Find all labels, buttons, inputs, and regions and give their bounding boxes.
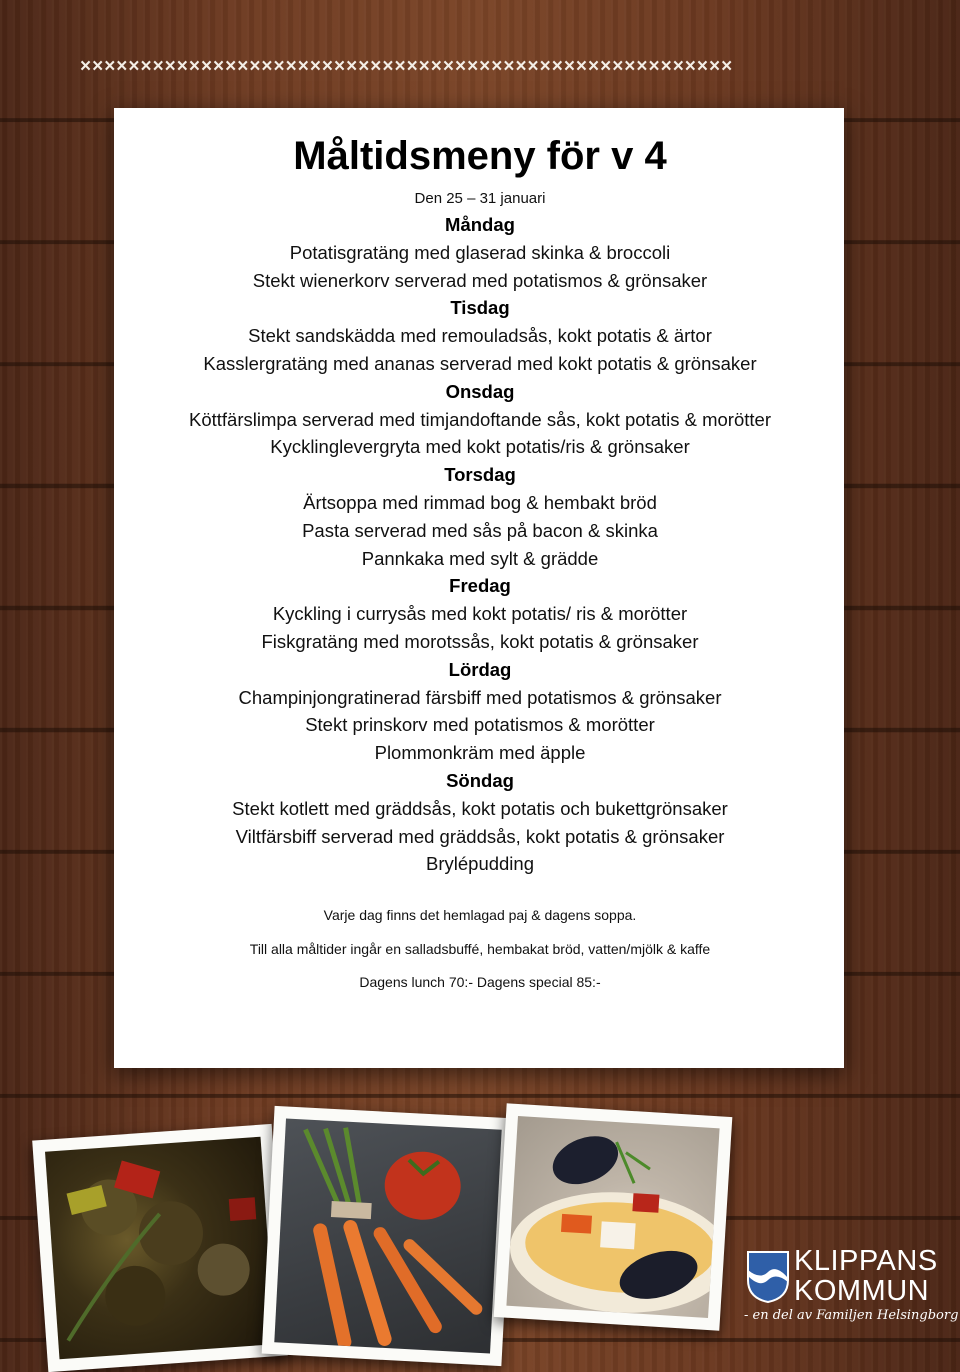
day-heading: Torsdag	[444, 464, 516, 486]
included-note: Till alla måltider ingår en salladsbuffé, hembakat bröd, vatten/mjölk & kaffe	[249, 941, 711, 957]
menu-list	[0, 211, 960, 878]
menu-item: Stekt kotlett med gräddsås, kokt potatis och bukettgrönsaker	[232, 797, 728, 819]
photo-carrots-and-tomatoes	[262, 1106, 515, 1366]
menu-item: Viltfärsbiff serverad med gräddsås, kokt potatis & grönsaker	[235, 825, 725, 847]
logo-text	[794, 1246, 938, 1306]
menu-item: Champinjongratinerad färsbiff med potatismos & grönsaker	[238, 686, 722, 708]
date-range: Den 25 – 31 januari	[414, 190, 546, 207]
photo-grilled-skewers	[32, 1124, 288, 1372]
menu-item: Stekt prinskorv med potatismos & morötter	[305, 714, 655, 736]
menu-item: Kyckling i currysås med kokt potatis/ ris & morötter	[272, 603, 688, 625]
menu-item: Pannkaka med sylt & grädde	[361, 547, 599, 569]
logo-tagline: - en del av Familjen Helsingborg	[744, 1308, 959, 1323]
menu-item: Kycklinglevergryta med kokt potatis/ris & grönsaker	[270, 436, 690, 458]
menu-item: Plommonkräm med äpple	[374, 742, 586, 764]
day-heading: Tisdag	[450, 297, 510, 319]
day-heading: Fredag	[449, 575, 511, 597]
day-heading: Lördag	[448, 658, 512, 680]
logo-line-1: KLIPPANS	[794, 1245, 938, 1277]
menu-item: Potatisgratäng med glaserad skinka & broccoli	[289, 241, 671, 263]
day-heading: Söndag	[446, 769, 514, 791]
logo-line-2: KOMMUN	[794, 1275, 930, 1307]
page-title: Måltidsmeny för v 4	[293, 134, 667, 178]
menu-item: Brylépudding	[426, 853, 534, 875]
day-heading: Onsdag	[445, 380, 515, 402]
menu-item: Fiskgratäng med morotssås, kokt potatis & grönsaker	[261, 630, 699, 652]
day-heading: Måndag	[445, 214, 515, 235]
menu-item: Ärtsoppa med rimmad bog & hembakt bröd	[303, 491, 657, 513]
menu-item: Stekt sandskädda med remouladsås, kokt potatis & ärtor	[248, 325, 712, 347]
menu-item: Stekt wienerkorv serverad med potatismos & grönsaker	[252, 269, 708, 291]
coat-of-arms-icon	[746, 1250, 790, 1304]
price-note: Dagens lunch 70:- Dagens special 85:-	[359, 974, 601, 990]
menu-item: Pasta serverad med sås på bacon & skinka	[302, 519, 658, 541]
cross-stitch-border: ××××××××××××××××××××××××××××××××××××××××××××××××××××××	[80, 56, 734, 77]
photo-mussel-soup	[494, 1103, 733, 1330]
menu-item: Kasslergratäng med ananas serverad med kokt potatis & grönsaker	[203, 352, 757, 374]
klippans-kommun-logo	[744, 1245, 959, 1336]
menu-item: Köttfärslimpa serverad med timjandoftande sås, kokt potatis & morötter	[189, 408, 771, 430]
daily-note: Varje dag finns det hemlagad paj & dagens soppa.	[323, 907, 637, 923]
